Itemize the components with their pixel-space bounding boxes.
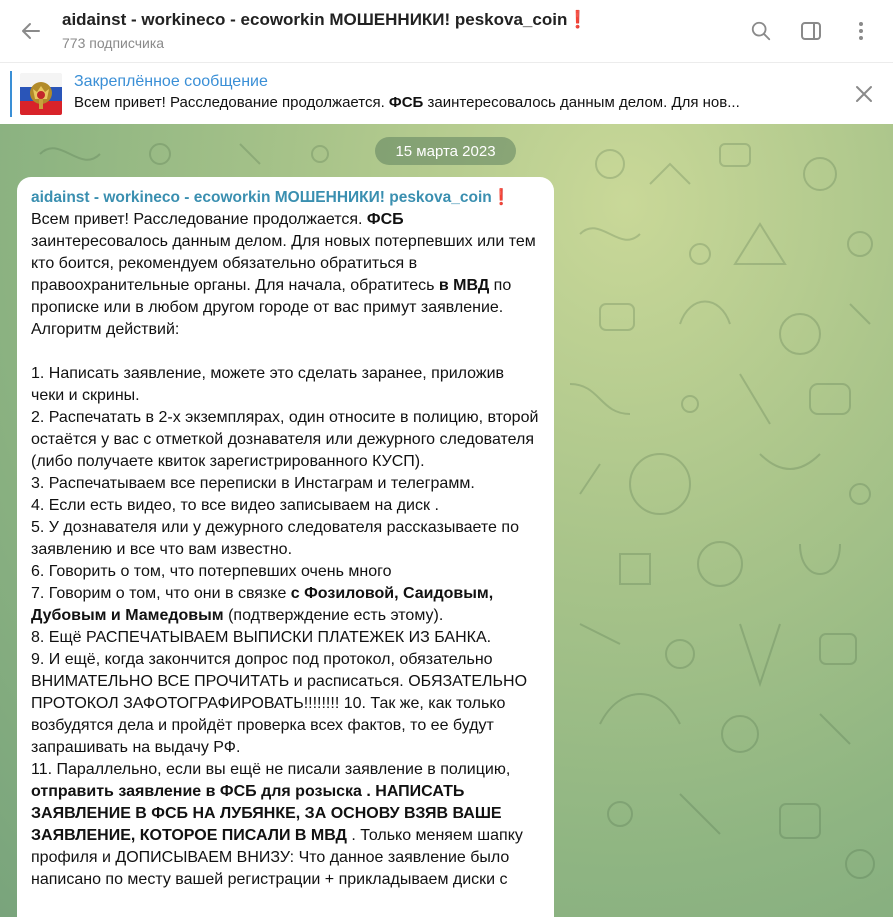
chat-background[interactable] (0, 124, 893, 917)
more-vertical-icon (849, 19, 873, 43)
more-button[interactable] (843, 13, 879, 49)
back-button[interactable] (0, 0, 62, 62)
sidebar-toggle-icon (799, 19, 823, 43)
chat-title: aidainst - workineco - ecoworkin МОШЕННИКИ! peskova_coin❗ (62, 10, 589, 29)
search-button[interactable] (743, 13, 779, 49)
message-author[interactable]: aidainst - workineco - ecoworkin МОШЕННИКИ! peskova_coin❗ (31, 189, 512, 206)
list-item: 3. Распечатываем все переписки в Инстаграм и телеграмм. (31, 475, 475, 492)
list-item: 6. Говорить о том, что потерпевших очень много (31, 563, 392, 580)
subscriber-count: 773 подписчика (62, 35, 165, 51)
list-item: 1. Написать заявление, можете это сделать заранее, приложив чеки и скрины. (31, 365, 505, 404)
list-item: 9. И ещё, когда закончится допрос под протокол, обязательно ВНИМАТЕЛЬНО ВСЕ ПРОЧИТАТЬ и расписаться. ОБЯЗАТЕЛЬНО ПРОТОКОЛ ЗАФОТОГРАФИРОВАТЬ!!!!!!!! 10. Так же, как только возбудятся дела и пройдёт проверка всех фактов, то ее будут запрашивать на выдачу РФ. (31, 651, 528, 756)
exclamation-icon: ❗ (567, 10, 589, 29)
message-intro: Всем привет! Расследование продолжается. ФСБ заинтересовалось данным делом. Для новых потерпевших или тем кто боится, рекомендуем обязательно обратиться в правоохранительные органы. Для начала, обратитесь в МВД по прописке или в любом другом городе от вас примут заявление. Алгоритм действий: (31, 211, 536, 338)
list-item: 5. У дознавателя или у дежурного следователя рассказываете по заявлению и все что вам известно. (31, 519, 519, 558)
list-item: 7. Говорим о том, что они в связке с Фозиловой, Саидовым, Дубовым и Мамедовым (подтверждение есть этому). (31, 585, 494, 624)
message-text (31, 209, 540, 891)
date-separator: 15 марта 2023 (375, 137, 516, 165)
close-pinned-button[interactable] (851, 81, 877, 107)
close-icon (855, 85, 873, 103)
list-item: 8. Ещё РАСПЕЧАТЫВАЕМ ВЫПИСКИ ПЛАТЕЖЕК ИЗ БАНКА. (31, 629, 492, 646)
pinned-preview: Всем привет! Расследование продолжается. ФСБ заинтересовалось данным делом. Для нов... (74, 94, 740, 111)
pinned-message-bar[interactable] (0, 62, 893, 124)
chat-header (0, 0, 893, 62)
pinned-thumbnail (20, 73, 62, 115)
pinned-label: Закреплённое сообщение (74, 73, 268, 90)
chat-info[interactable] (62, 9, 743, 53)
list-item: 2. Распечатать в 2-х экземплярах, один относите в полицию, второй остаётся у вас с отметкой дознавателя или дежурного следователя (либо получаете квиток зарегистрированного КУСП). (31, 409, 539, 470)
arrow-left-icon (19, 19, 43, 43)
list-item: 11. Параллельно, если вы ещё не писали заявление в полицию, отправить заявление в ФСБ для розыска . НАПИСАТЬ ЗАЯВЛЕНИЕ В ФСБ НА ЛУБЯНКЕ, ЗА ОСНОВУ ВЗЯВ ВАШЕ ЗАЯВЛЕНИЕ, КОТОРОЕ ПИСАЛИ В МВД . Только меняем шапку профиля и ДОПИСЫВАЕМ ВНИЗУ: Что данное заявление было написано по месту вашей регистрации + прикладываем диски с (31, 761, 523, 888)
message-bubble[interactable] (17, 177, 554, 917)
emblem-flag-icon (20, 73, 62, 115)
exclamation-icon: ❗ (491, 189, 512, 206)
search-icon (750, 20, 772, 42)
list-item: 4. Если есть видео, то все видео записываем на диск . (31, 497, 439, 514)
pinned-accent-bar (10, 71, 12, 117)
sidebar-toggle-button[interactable] (793, 13, 829, 49)
